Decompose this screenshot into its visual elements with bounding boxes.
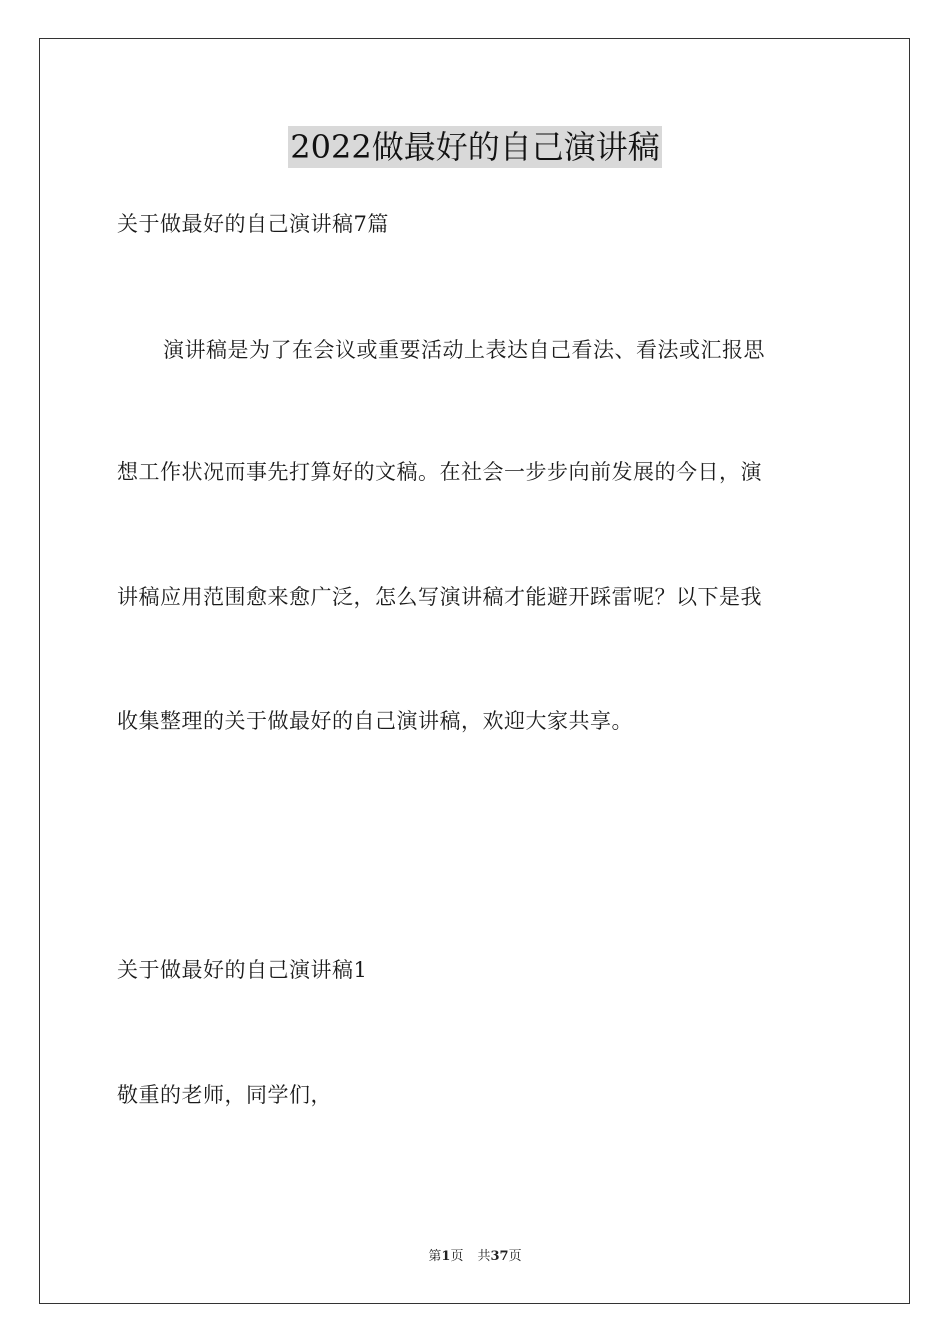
footer-page-prefix: 第 — [428, 1249, 442, 1264]
paragraph-line-3: 讲稿应用范围愈来愈广泛，怎么写演讲稿才能避开踩雷呢？以下是我 — [117, 585, 762, 609]
footer-page-number: 1 — [441, 1249, 451, 1264]
document-title: 2022做最好的自己演讲稿 — [290, 128, 660, 166]
footer-page-suffix: 页 — [450, 1249, 464, 1264]
subtitle-line: 关于做最好的自己演讲稿7篇 — [117, 212, 389, 236]
title-container — [0, 126, 950, 168]
salutation-line: 敬重的老师，同学们， — [117, 1083, 332, 1107]
paragraph-line-2: 想工作状况而事先打算好的文稿。在社会一步步向前发展的今日，演 — [117, 460, 762, 484]
footer-total-prefix: 共 — [477, 1249, 491, 1264]
paragraph-line-1: 演讲稿是为了在会议或重要活动上表达自己看法、看法或汇报思 — [163, 338, 765, 362]
footer-total-pages: 37 — [490, 1249, 509, 1264]
section-heading: 关于做最好的自己演讲稿1 — [117, 958, 368, 982]
paragraph-line-4: 收集整理的关于做最好的自己演讲稿，欢迎大家共享。 — [117, 709, 633, 733]
page-footer — [0, 1248, 950, 1266]
footer-total-suffix: 页 — [508, 1249, 522, 1264]
